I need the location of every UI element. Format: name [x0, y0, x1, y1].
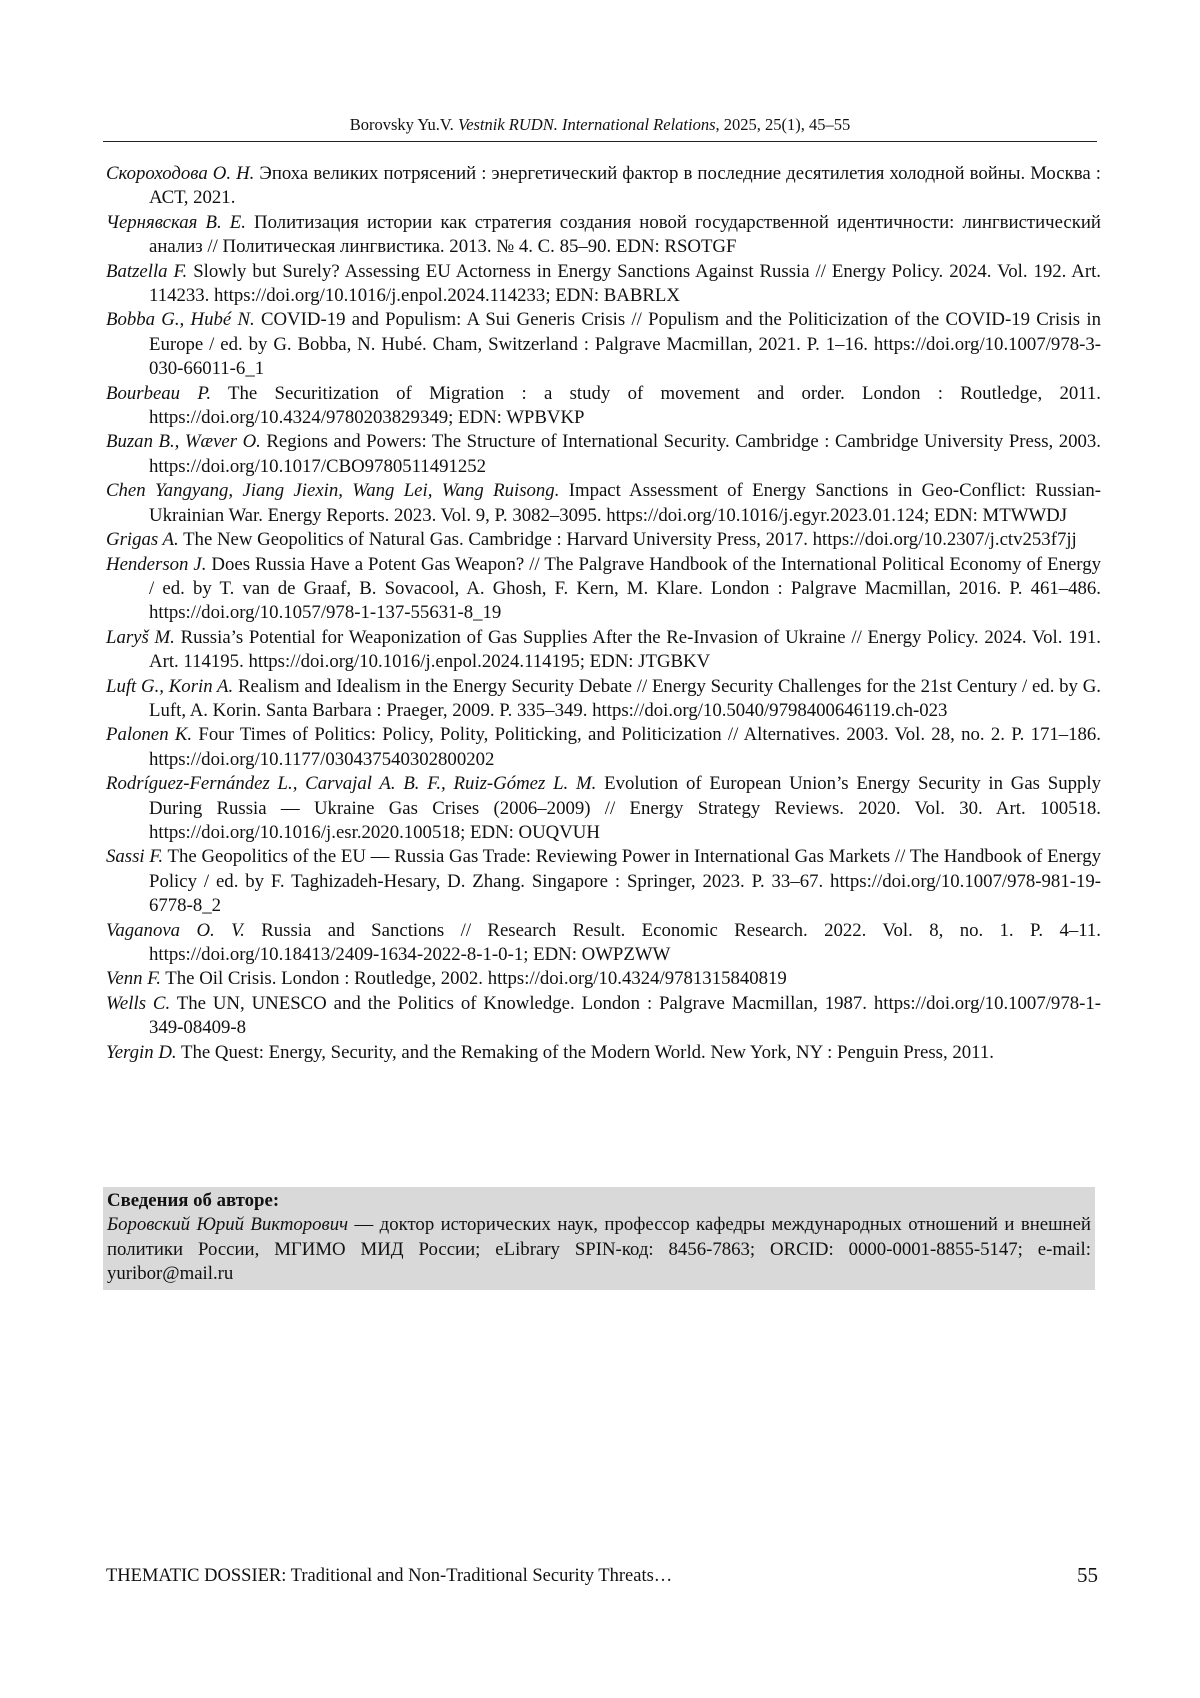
reference-item: [106, 919, 1101, 968]
reference-authors: Vaganova O. V.: [106, 920, 245, 941]
reference-text: The UN, UNESCO and the Politics of Knowledge. London : Palgrave Macmillan, 1987. https://doi.org/10.1007/978-1-349-08409-8: [149, 993, 1101, 1038]
author-name: Боровский Юрий Викторович: [107, 1214, 348, 1235]
reference-item: [106, 308, 1101, 381]
reference-text: The Oil Crisis. London : Routledge, 2002. https://doi.org/10.4324/9781315840819: [161, 968, 787, 989]
reference-authors: Henderson J.: [106, 554, 206, 575]
reference-item: [106, 845, 1101, 918]
reference-text: COVID-19 and Populism: A Sui Generis Crisis // Populism and the Politicization of the COVID-19 Crisis in Europe / ed. by G. Bobba, N. Hubé. Cham, Switzerland : Palgrave Macmillan, 2021. P. 1–16. https://doi.org/10.1007/978-3-030-66011-6_1: [149, 309, 1101, 379]
reference-text: Realism and Idealism in the Energy Security Debate // Energy Security Challenges for the 21st Century / ed. by G. Luft, A. Korin. Santa Barbara : Praeger, 2009. P. 335–349. https://doi.org/10.5040/9798400646119.ch-023: [149, 676, 1101, 721]
reference-text: Russia’s Potential for Weaponization of Gas Supplies After the Re-Invasion of Ukraine // Energy Policy. 2024. Vol. 191. Art. 114195. https://doi.org/10.1016/j.enpol.2024.114195; EDN: JTGBKV: [149, 627, 1101, 672]
reference-item: [106, 1041, 1101, 1065]
reference-item: [106, 626, 1101, 675]
reference-authors: Скороходова О. Н.: [106, 163, 254, 184]
reference-text: The Geopolitics of the EU — Russia Gas Trade: Reviewing Power in International Gas Markets // The Handbook of Energy Policy / ed. by F. Taghizadeh-Hesary, D. Zhang. Singapore : Springer, 2023. P. 33–67. https://doi.org/10.1007/978-981-19-6778-8_2: [149, 846, 1101, 916]
reference-text: Does Russia Have a Potent Gas Weapon? // The Palgrave Handbook of the International Political Economy of Energy / ed. by T. van de Graaf, B. Sovacool, A. Ghosh, F. Kern, M. Klare. London : Palgrave Macmillan, 2016. P. 461–486. https://doi.org/10.1057/978-1-137-55631-8_19: [149, 554, 1101, 624]
reference-item: [106, 723, 1101, 772]
reference-item: [106, 992, 1101, 1041]
author-info-box: [103, 1187, 1095, 1290]
reference-item: [106, 211, 1101, 260]
reference-text: Four Times of Politics: Policy, Polity, Politicking, and Politicization // Alternatives. 2003. Vol. 28, no. 2. P. 171–186. https://doi.org/10.1177/030437540302800202: [149, 724, 1101, 769]
reference-text: Политизация истории как стратегия создания новой государственной идентичности: лингвистический анализ // Политическая лингвистика. 2013. № 4. С. 85–90. EDN: RSOTGF: [149, 212, 1101, 257]
reference-item: [106, 675, 1101, 724]
reference-authors: Bobba G., Hubé N.: [106, 309, 255, 330]
reference-list: [106, 162, 1101, 1065]
header-rule: [103, 141, 1097, 142]
footer-section-title: THEMATIC DOSSIER: Traditional and Non-Traditional Security Threats…: [106, 1564, 672, 1588]
reference-text: Regions and Powers: The Structure of International Security. Cambridge : Cambridge University Press, 2003. https://doi.org/10.1017/CBO9780511491252: [149, 431, 1101, 476]
author-info-text: [107, 1213, 1091, 1286]
reference-authors: Batzella F.: [106, 261, 187, 282]
reference-text: Impact Assessment of Energy Sanctions in Geo-Conflict: Russian-Ukrainian War. Energy Reports. 2023. Vol. 9, P. 3082–3095. https://doi.org/10.1016/j.egyr.2023.01.124; EDN: MTWWDJ: [149, 480, 1101, 525]
reference-text: The Securitization of Migration : a study of movement and order. London : Routledge, 2011. https://doi.org/10.4324/9780203829349; EDN: WPBVKP: [149, 383, 1101, 428]
reference-authors: Rodríguez-Fernández L., Carvajal A. B. F., Ruiz-Gómez L. M.: [106, 773, 596, 794]
reference-authors: Чернявская В. Е.: [106, 212, 246, 233]
header-issue: , 2025, 25(1), 45–55: [716, 115, 851, 134]
page-number: 55: [1077, 1562, 1098, 1588]
reference-text: Evolution of European Union’s Energy Security in Gas Supply During Russia — Ukraine Gas Crises (2006–2009) // Energy Strategy Reviews. 2020. Vol. 30. Art. 100518. https://doi.org/10.1016/j.esr.2020.100518; EDN: OUQVUH: [149, 773, 1101, 843]
reference-authors: Chen Yangyang, Jiang Jiexin, Wang Lei, Wang Ruisong.: [106, 480, 559, 501]
reference-item: [106, 382, 1101, 431]
running-header: [104, 114, 1096, 136]
reference-text: Russia and Sanctions // Research Result. Economic Research. 2022. Vol. 8, no. 1. P. 4–11. https://doi.org/10.18413/2409-1634-2022-8-1-0-1; EDN: OWPZWW: [149, 920, 1101, 965]
reference-authors: Bourbeau P.: [106, 383, 211, 404]
reference-item: [106, 553, 1101, 626]
reference-authors: Palonen K.: [106, 724, 192, 745]
reference-item: [106, 430, 1101, 479]
author-info-title: Сведения об авторе:: [107, 1189, 1091, 1213]
reference-text: The New Geopolitics of Natural Gas. Cambridge : Harvard University Press, 2017. https://doi.org/10.2307/j.ctv253f7jj: [179, 529, 1077, 550]
author-details: — доктор исторических наук, профессор кафедры международных отношений и внешней политики России, МГИМО МИД России; eLibrary SPIN-код: 8456-7863; ORCID: 0000-0001-8855-5147; e-mail: yuribor@mail.ru: [107, 1214, 1091, 1284]
header-journal: Vestnik RUDN. International Relations: [458, 115, 716, 134]
header-author: Borovsky Yu.V.: [350, 115, 454, 134]
reference-item: [106, 528, 1101, 552]
reference-authors: Wells C.: [106, 993, 170, 1014]
reference-item: [106, 162, 1101, 211]
reference-authors: Buzan B., Wæver O.: [106, 431, 261, 452]
reference-authors: Yergin D.: [106, 1042, 177, 1063]
reference-authors: Laryš M.: [106, 627, 175, 648]
reference-item: [106, 967, 1101, 991]
reference-item: [106, 772, 1101, 845]
reference-item: [106, 260, 1101, 309]
reference-authors: Grigas A.: [106, 529, 179, 550]
reference-authors: Luft G., Korin A.: [106, 676, 233, 697]
reference-item: [106, 479, 1101, 528]
reference-authors: Venn F.: [106, 968, 161, 989]
reference-text: Эпоха великих потрясений : энергетический фактор в последние десятилетия холодной войны. Москва : АСТ, 2021.: [149, 163, 1101, 208]
reference-text: Slowly but Surely? Assessing EU Actorness in Energy Sanctions Against Russia // Energy Policy. 2024. Vol. 192. Art. 114233. https://doi.org/10.1016/j.enpol.2024.114233; EDN: BABRLX: [149, 261, 1101, 306]
reference-authors: Sassi F.: [106, 846, 163, 867]
reference-text: The Quest: Energy, Security, and the Remaking of the Modern World. New York, NY : Penguin Press, 2011.: [177, 1042, 994, 1063]
